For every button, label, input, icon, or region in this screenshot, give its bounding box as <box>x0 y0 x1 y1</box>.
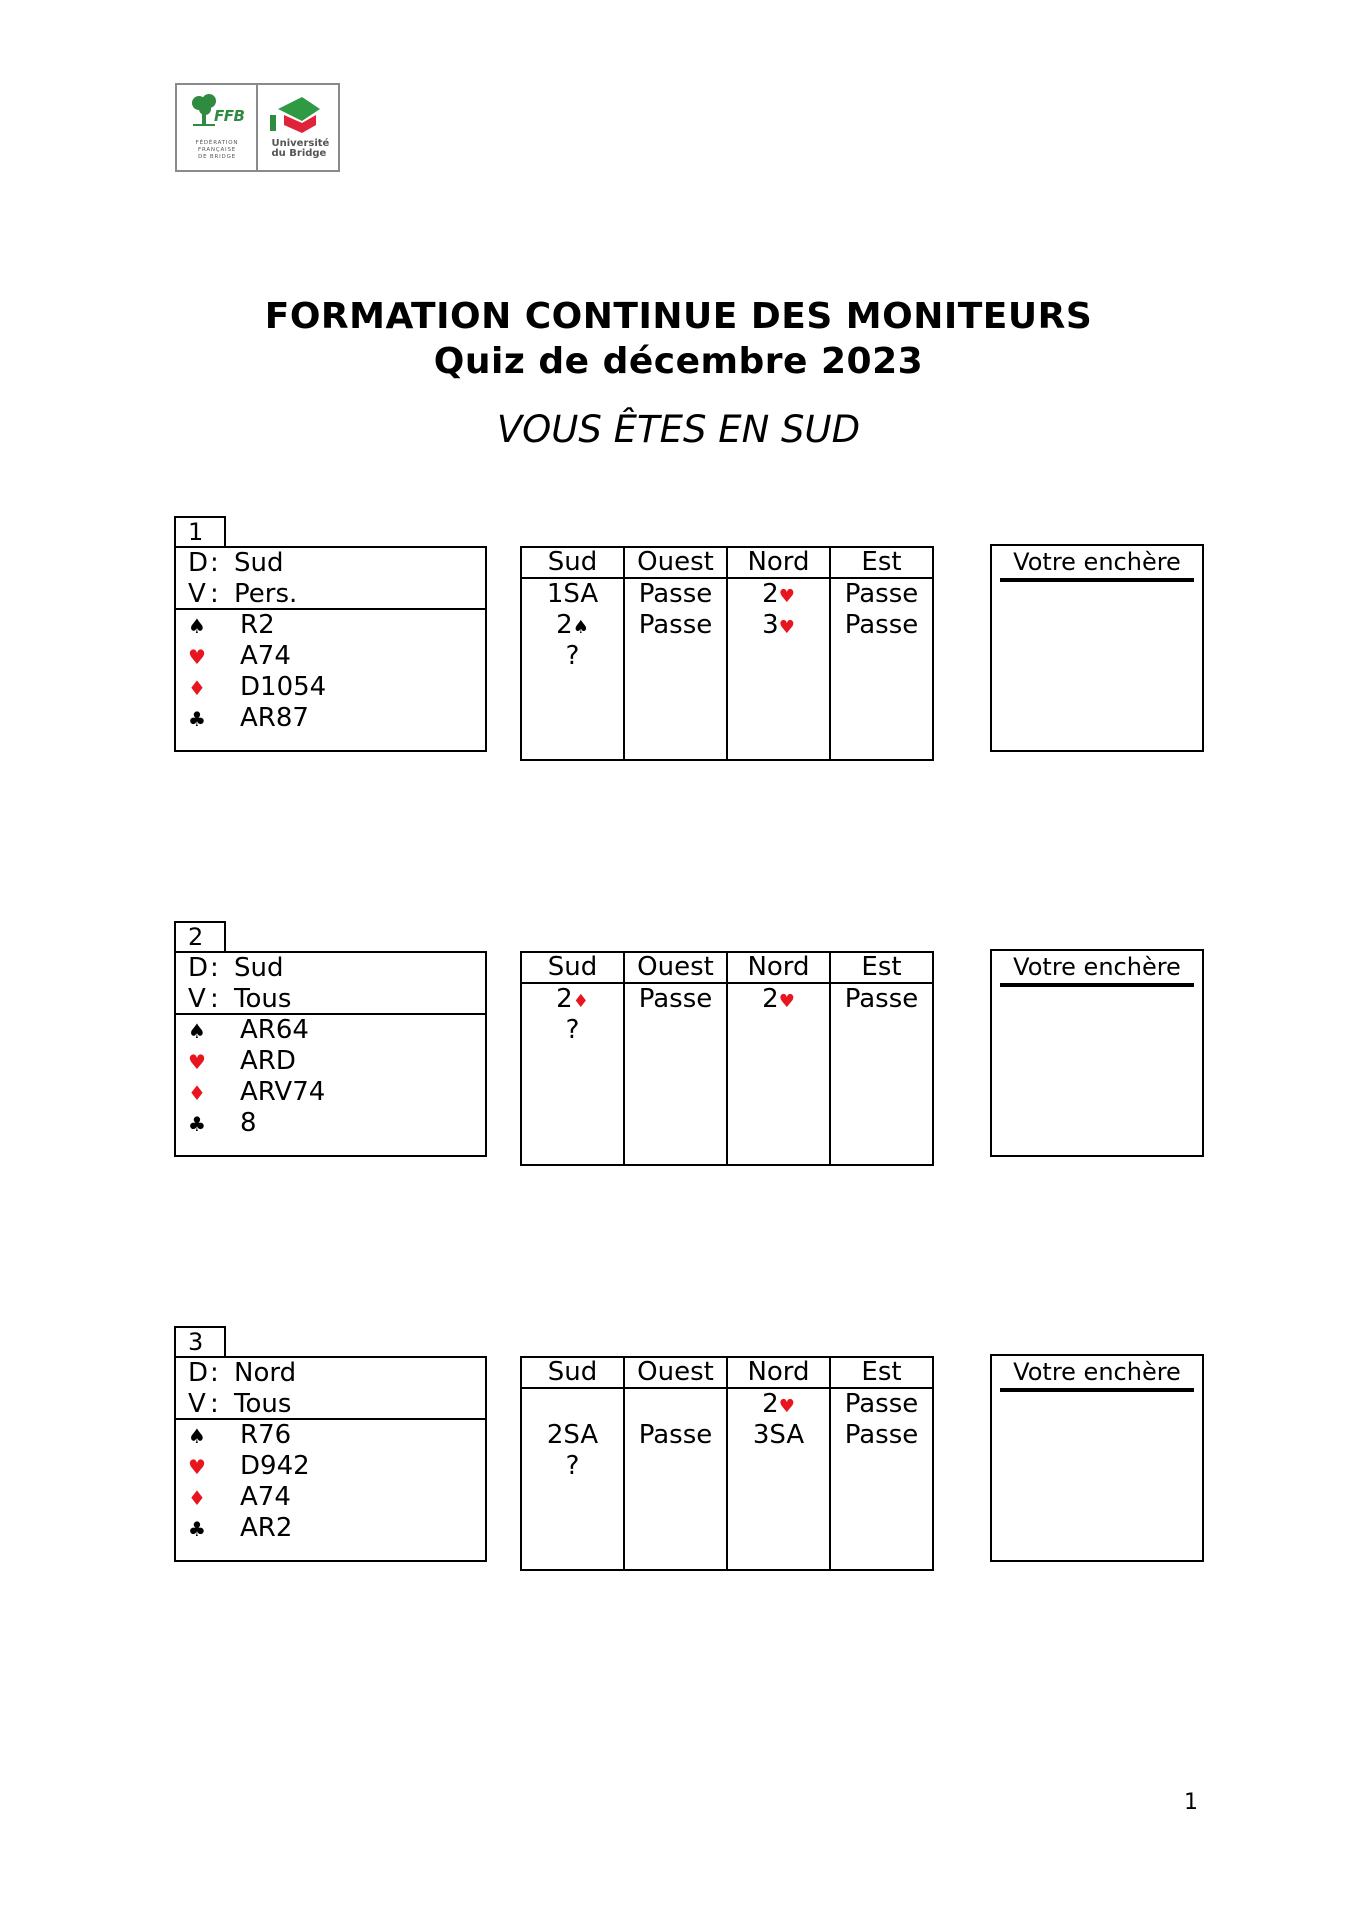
holding-cards: AR2 <box>240 1513 293 1543</box>
auction-header-nord: Nord <box>727 547 830 578</box>
vulnerability-key: V <box>188 1389 206 1419</box>
colon: : <box>210 984 219 1014</box>
spade-icon: ♠ <box>572 617 589 638</box>
dealer-value: Sud <box>234 548 284 578</box>
bid <box>522 1015 623 1046</box>
deal-number: 3 <box>174 1326 226 1356</box>
bid-text: 2SA <box>546 1420 599 1450</box>
diamond-icon: ♦ <box>188 1486 206 1510</box>
suit-holding-hearts <box>188 1046 485 1077</box>
heart-icon: ♥ <box>778 586 795 607</box>
vulnerability-value: Pers. <box>234 579 298 609</box>
bid-text: Passe <box>844 579 919 609</box>
hand-cards <box>176 610 485 734</box>
bid-text: 1SA <box>546 579 599 609</box>
bid-text: Passe <box>844 1420 919 1450</box>
deal-meta <box>176 1358 485 1420</box>
bid <box>831 1420 932 1451</box>
auction-column-est <box>830 1388 933 1570</box>
holding-cards: D942 <box>240 1451 310 1481</box>
instruction-heading: VOUS ÊTES EN SUD <box>496 408 861 451</box>
bid-text: Passe <box>638 579 713 609</box>
auction-column-nord <box>727 578 830 760</box>
bid <box>728 984 829 1015</box>
suit-holding-diamonds <box>188 1482 485 1513</box>
vulnerability-value: Tous <box>234 1389 292 1419</box>
dealer-line <box>188 1358 485 1389</box>
suit-holding-spades <box>188 1420 485 1451</box>
auction-header-ouest: Ouest <box>624 1357 727 1388</box>
auction-table <box>520 1356 934 1571</box>
bid-text: 3SA <box>752 1420 805 1450</box>
bid <box>522 1451 623 1482</box>
bid <box>831 610 932 641</box>
suit-holding-diamonds <box>188 672 485 703</box>
bid <box>522 579 623 610</box>
club-icon: ♣ <box>188 1112 206 1136</box>
hand-box <box>174 546 487 752</box>
answer-box[interactable] <box>990 544 1204 752</box>
dealer-key: D <box>188 953 209 983</box>
answer-box[interactable] <box>990 1354 1204 1562</box>
bid <box>831 984 932 1015</box>
colon: : <box>210 1358 219 1388</box>
vulnerability-key: V <box>188 579 206 609</box>
deal-number: 2 <box>174 921 226 951</box>
auction-header-ouest: Ouest <box>624 547 727 578</box>
ffb-logo-line3: DE BRIDGE <box>198 154 236 160</box>
colon: : <box>210 548 219 578</box>
colon: : <box>210 953 219 983</box>
bid-text: ? <box>565 1015 580 1045</box>
auction-header-est: Est <box>830 952 933 983</box>
suit-holding-spades <box>188 1015 485 1046</box>
bid-text: 3 <box>762 610 779 640</box>
bid <box>522 1420 623 1451</box>
heart-icon: ♥ <box>778 991 795 1012</box>
bid <box>728 1389 829 1420</box>
ffb-logo-text: FFB <box>214 107 245 125</box>
vulnerability-line <box>188 984 485 1015</box>
spade-icon: ♠ <box>188 1424 206 1448</box>
bid <box>728 1420 829 1451</box>
ffb-logo-line2: FRANÇAISE <box>197 147 237 153</box>
suit-holding-clubs <box>188 1513 485 1544</box>
page-number: 1 <box>1184 1790 1198 1815</box>
auction-header-est: Est <box>830 1357 933 1388</box>
vulnerability-line <box>188 579 485 610</box>
auction-header-est: Est <box>830 547 933 578</box>
page-title: FORMATION CONTINUE DES MONITEURS <box>264 296 1093 337</box>
bid-text: 2 <box>762 579 779 609</box>
auction-column-est <box>830 578 933 760</box>
graduation-cap-icon <box>264 93 324 143</box>
bid <box>625 610 726 641</box>
heart-icon: ♥ <box>188 1455 206 1479</box>
suit-holding-clubs <box>188 1108 485 1139</box>
hand-cards <box>176 1015 485 1139</box>
answer-box[interactable] <box>990 949 1204 1157</box>
deal-3 <box>0 1326 1357 1586</box>
auction-header-sud: Sud <box>521 547 624 578</box>
bid-text: Passe <box>638 1420 713 1450</box>
bid <box>625 579 726 610</box>
bid-text: 2 <box>556 984 573 1014</box>
holding-cards: ARV74 <box>240 1077 326 1107</box>
page-subtitle-date: Quiz de décembre 2023 <box>433 341 924 382</box>
vulnerability-value: Tous <box>234 984 292 1014</box>
bid <box>625 1420 726 1451</box>
dealer-key: D <box>188 1358 209 1388</box>
auction-column-sud <box>521 1388 624 1570</box>
bid <box>625 1389 726 1420</box>
bid <box>522 610 623 641</box>
spade-icon: ♠ <box>188 614 206 638</box>
bid-text: Passe <box>844 1389 919 1419</box>
bid-text: 2 <box>556 610 573 640</box>
universite-logo-text <box>272 139 336 159</box>
universite-line1: Université <box>271 138 330 149</box>
dealer-value: Nord <box>234 1358 297 1388</box>
dealer-line <box>188 548 485 579</box>
colon: : <box>210 1389 219 1419</box>
deal-number: 1 <box>174 516 226 546</box>
universite-logo <box>258 85 339 170</box>
bid <box>522 641 623 672</box>
deal-2 <box>0 921 1357 1181</box>
hand-box <box>174 951 487 1157</box>
bid <box>728 610 829 641</box>
bid-text: Passe <box>844 610 919 640</box>
holding-cards: R2 <box>240 610 275 640</box>
auction-column-ouest <box>624 1388 727 1570</box>
universite-line2: du Bridge <box>271 148 327 159</box>
ffb-logo-subtitle <box>185 140 249 161</box>
auction-header-nord: Nord <box>727 1357 830 1388</box>
auction-column-sud <box>521 983 624 1165</box>
holding-cards: R76 <box>240 1420 292 1450</box>
suit-holding-clubs <box>188 703 485 734</box>
answer-label: Votre enchère <box>1000 1356 1194 1392</box>
deal-meta <box>176 953 485 1015</box>
auction-header-sud: Sud <box>521 952 624 983</box>
ffb-logo-left <box>177 85 258 170</box>
diamond-icon: ♦ <box>188 676 206 700</box>
answer-label: Votre enchère <box>1000 951 1194 987</box>
ffb-logo-line1: FÉDÉRATION <box>195 140 239 146</box>
bid-text: Passe <box>638 984 713 1014</box>
holding-cards: 8 <box>240 1108 257 1138</box>
hand-box <box>174 1356 487 1562</box>
bid-text: Passe <box>844 984 919 1014</box>
auction-column-nord <box>727 1388 830 1570</box>
holding-cards: ARD <box>240 1046 296 1076</box>
bid <box>522 984 623 1015</box>
auction-column-nord <box>727 983 830 1165</box>
vulnerability-key: V <box>188 984 206 1014</box>
deal-1 <box>0 516 1357 776</box>
auction-header-sud: Sud <box>521 1357 624 1388</box>
holding-cards: D1054 <box>240 672 327 702</box>
club-icon: ♣ <box>188 1517 206 1541</box>
auction-column-sud <box>521 578 624 760</box>
bid <box>831 579 932 610</box>
bid-text: 2 <box>762 1389 779 1419</box>
auction-column-est <box>830 983 933 1165</box>
heart-icon: ♥ <box>188 1050 206 1074</box>
auction-column-ouest <box>624 578 727 760</box>
suit-holding-spades <box>188 610 485 641</box>
bid <box>625 984 726 1015</box>
dealer-line <box>188 953 485 984</box>
auction-table <box>520 951 934 1166</box>
suit-holding-diamonds <box>188 1077 485 1108</box>
bid <box>522 1389 623 1420</box>
diamond-icon: ♦ <box>572 991 589 1012</box>
dealer-value: Sud <box>234 953 284 983</box>
auction-header-nord: Nord <box>727 952 830 983</box>
answer-label: Votre enchère <box>1000 546 1194 582</box>
holding-cards: AR64 <box>240 1015 309 1045</box>
auction-header-ouest: Ouest <box>624 952 727 983</box>
holding-cards: A74 <box>240 1482 291 1512</box>
hand-cards <box>176 1420 485 1544</box>
suit-holding-hearts <box>188 641 485 672</box>
spade-icon: ♠ <box>188 1019 206 1043</box>
club-icon: ♣ <box>188 707 206 731</box>
suit-holding-hearts <box>188 1451 485 1482</box>
bid-text: ? <box>565 1451 580 1481</box>
heart-icon: ♥ <box>778 1396 795 1417</box>
vulnerability-line <box>188 1389 485 1420</box>
bid <box>728 579 829 610</box>
auction-table <box>520 546 934 761</box>
bid-text: ? <box>565 641 580 671</box>
bid <box>831 1389 932 1420</box>
deal-meta <box>176 548 485 610</box>
diamond-icon: ♦ <box>188 1081 206 1105</box>
holding-cards: A74 <box>240 641 291 671</box>
bid-text: Passe <box>638 610 713 640</box>
heart-icon: ♥ <box>188 645 206 669</box>
bid-text: 2 <box>762 984 779 1014</box>
auction-column-ouest <box>624 983 727 1165</box>
colon: : <box>210 579 219 609</box>
dealer-key: D <box>188 548 209 578</box>
holding-cards: AR87 <box>240 703 309 733</box>
heart-icon: ♥ <box>778 617 795 638</box>
ffb-logo <box>175 83 340 172</box>
